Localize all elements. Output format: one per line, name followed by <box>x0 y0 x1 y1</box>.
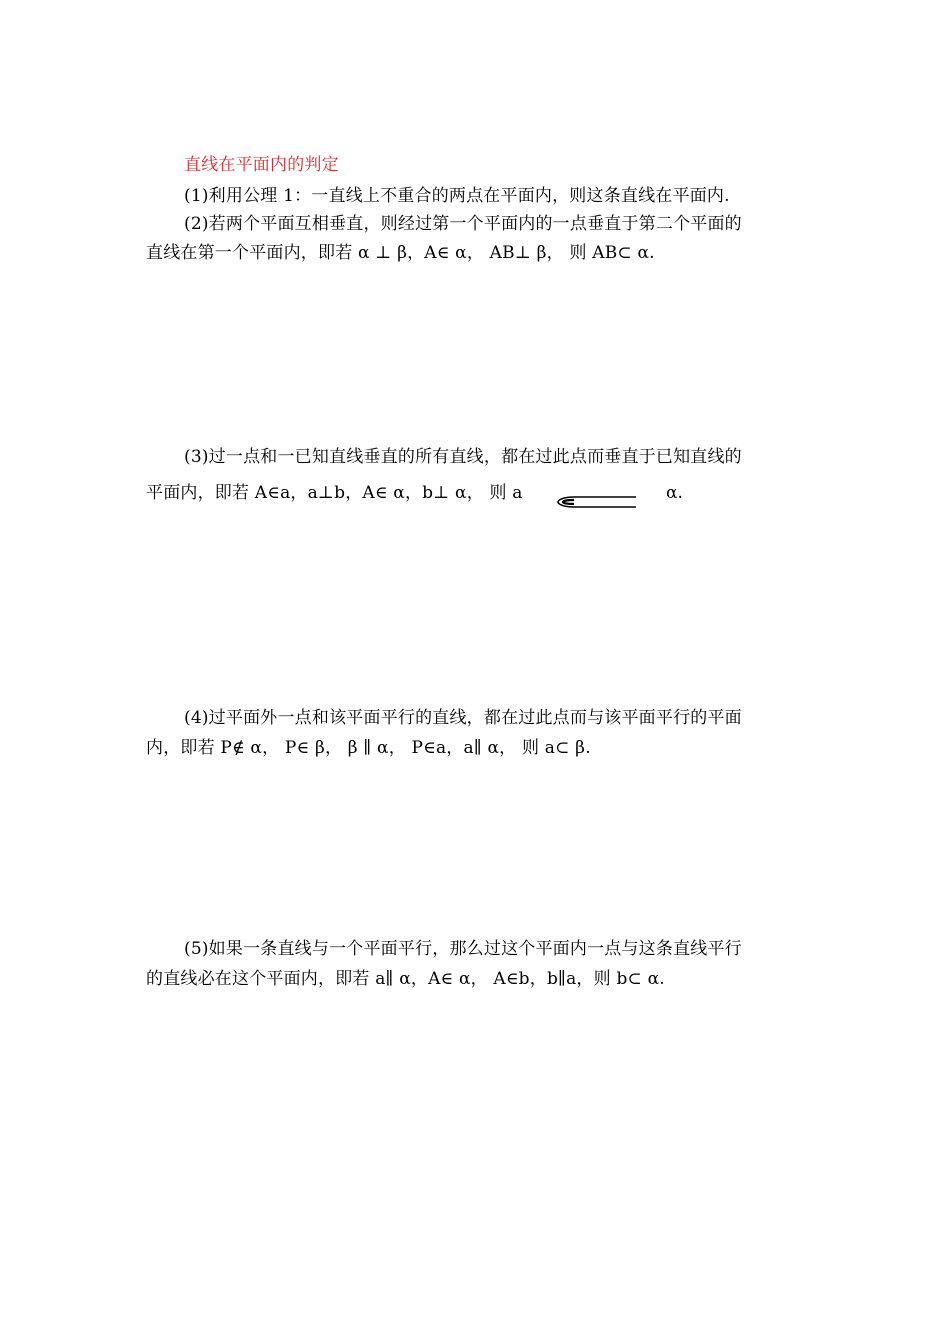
paragraph-4-line-2: 内，即若 P∉ α， P∈ β， β ∥ α， P∈a，a∥ α， 则 a⊂ β. <box>146 738 591 758</box>
paragraph-5-line-2: 的直线必在这个平面内，即若 a∥ α，A∈ α， A∈b，b∥a，则 b⊂ α. <box>146 969 665 989</box>
paragraph-3-line-1: (3)过一点和一已知直线垂直的所有直线，都在过此点而垂直于已知直线的 <box>184 447 742 467</box>
paragraph-3-line-2: 平面内，即若 A∈a，a⊥b，A∈ α，b⊥ α， 则 a <box>146 483 523 503</box>
paragraph-2-line-1: (2)若两个平面互相垂直，则经过第一个平面内的一点垂直于第二个平面的 <box>184 214 742 234</box>
paragraph-3-tail: α. <box>666 483 683 503</box>
paragraph-2-line-2: 直线在第一个平面内，即若 α ⊥ β，A∈ α， AB⊥ β， 则 AB⊂ α. <box>146 243 655 263</box>
paragraph-4-line-1: (4)过平面外一点和该平面平行的直线，都在过此点而与该平面平行的平面 <box>184 708 742 728</box>
section-heading: 直线在平面内的判定 <box>184 155 339 175</box>
subset-symbol-icon <box>556 491 638 513</box>
paragraph-5-line-1: (5)如果一条直线与一个平面平行，那么过这个平面内一点与这条直线平行 <box>184 939 742 959</box>
paragraph-1-line-1: (1)利用公理 1：一直线上不重合的两点在平面内，则这条直线在平面内. <box>184 186 730 206</box>
